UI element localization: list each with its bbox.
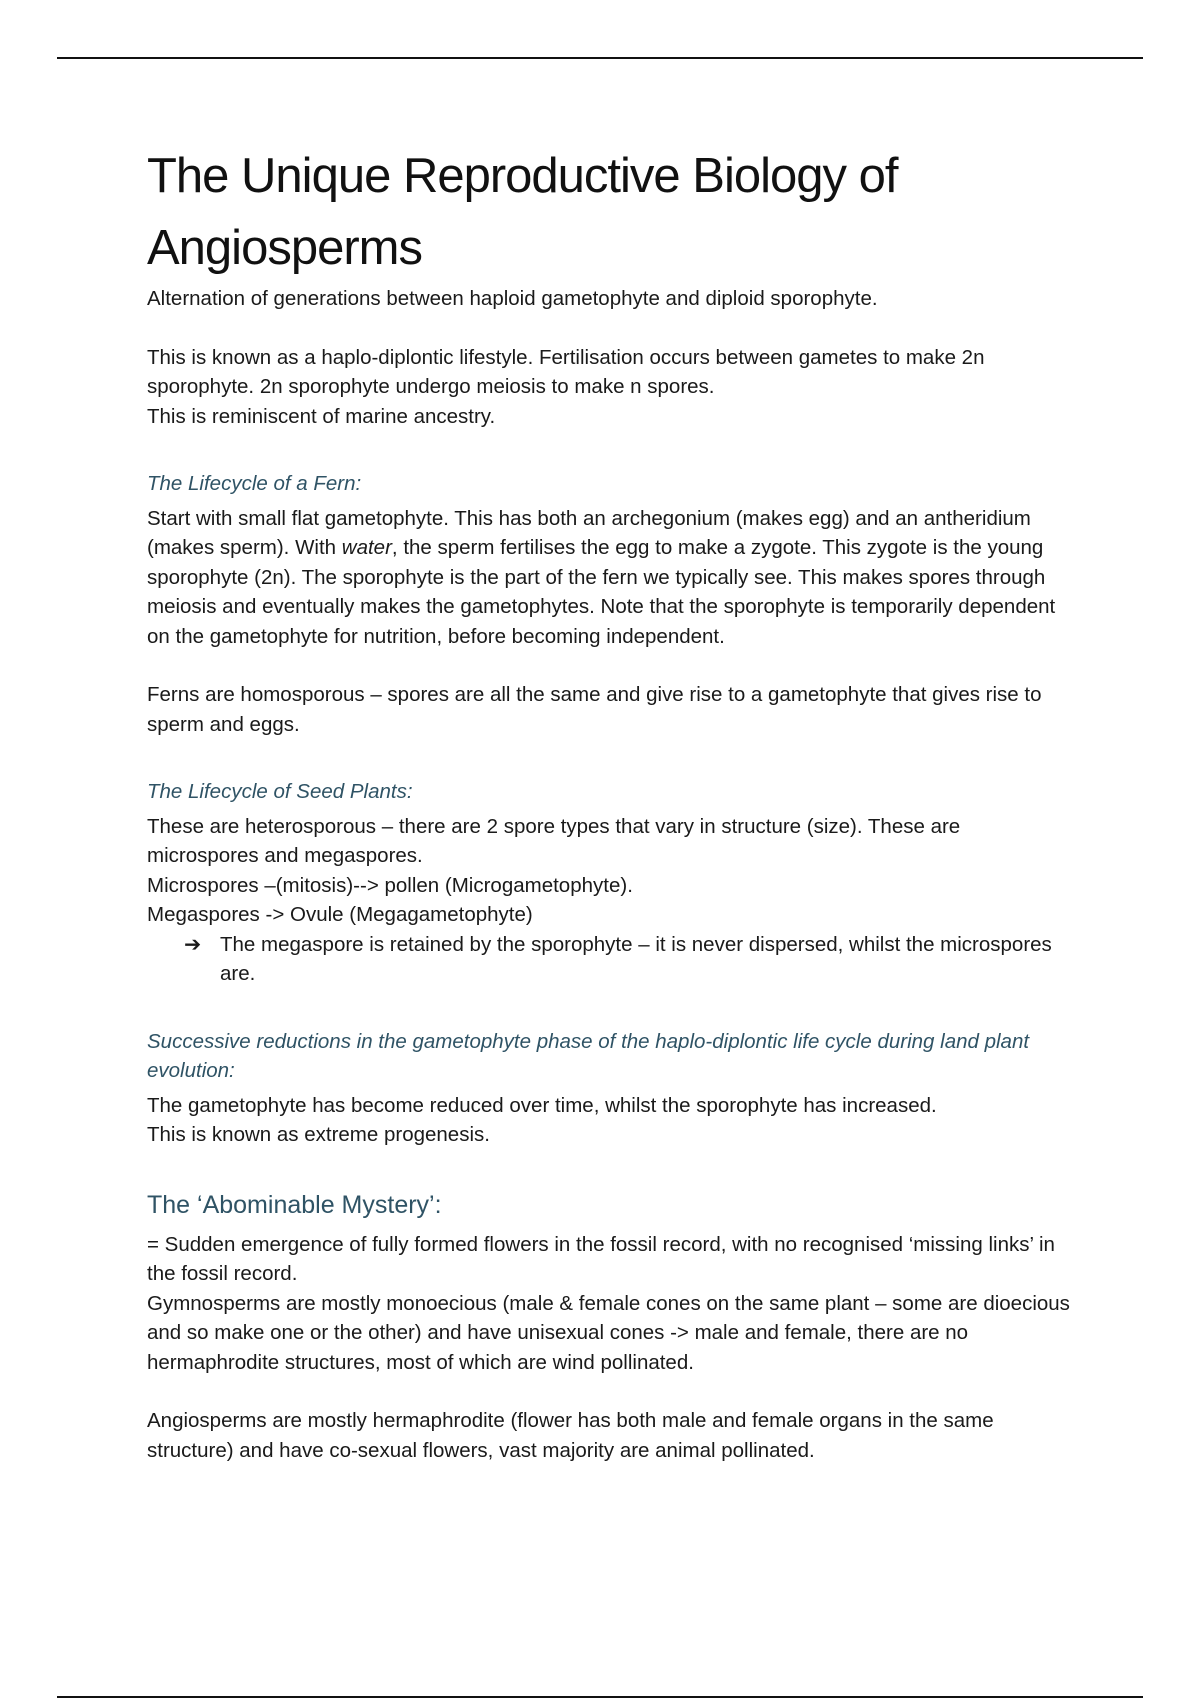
- bottom-rule: [57, 1696, 1143, 1698]
- fern-paragraph-2: Ferns are homosporous – spores are all the same and give rise to a gametophyte that gives rise to sperm and eggs.: [147, 683, 1042, 736]
- fern-p1-start: Start with small flat gametophyte. This has both an archegonium (makes egg) and an antheridium (makes sperm). With: [147, 506, 1031, 559]
- page-title: The Unique Reproductive Biology of Angiosperms: [147, 149, 898, 275]
- seed-bullet-text: The megaspore is retained by the sporophyte – it is never dispersed, whilst the microspores are.: [220, 932, 1052, 985]
- mystery-paragraph-3: Angiosperms are mostly hermaphrodite (flower has both male and female organs in the same structure) and have co-sexual flowers, vast majority are animal pollinated.: [147, 1409, 994, 1462]
- fern-heading: The Lifecycle of a Fern:: [147, 472, 362, 495]
- seed-line-3: Megaspores -> Ovule (Megagametophyte): [147, 903, 533, 926]
- mystery-paragraph-1: = Sudden emergence of fully formed flowers in the fossil record, with no recognised ‘missing links’ in the fossil record.: [147, 1232, 1055, 1285]
- arrow-bullet-icon: ➔: [184, 932, 202, 956]
- mystery-paragraph-2: Gymnosperms are mostly monoecious (male & female cones on the same plant – some are dioecious and so make one or the other) and have unisexual cones -> male and female, there are no hermaphrodite structures, most of which are wind pollinated.: [147, 1291, 1070, 1374]
- fern-p1-emphasis: water: [341, 536, 392, 559]
- reductions-line-2: This is known as extreme progenesis.: [147, 1123, 490, 1146]
- reductions-line-1: The gametophyte has become reduced over time, whilst the sporophyte has increased.: [147, 1093, 937, 1117]
- document-body: [147, 140, 1072, 1465]
- mystery-heading: The ‘Abominable Mystery’:: [147, 1190, 442, 1219]
- intro-paragraph: Alternation of generations between haploid gametophyte and diploid sporophyte.: [147, 287, 878, 310]
- seed-bullet: [147, 930, 1072, 989]
- fern-paragraph-1: [147, 504, 1072, 652]
- seed-heading: The Lifecycle of Seed Plants:: [147, 780, 413, 803]
- seed-line-2: Microspores –(mitosis)--> pollen (Microgametophyte).: [147, 873, 633, 897]
- seed-line-1: These are heterosporous – there are 2 spore types that vary in structure (size). These are microspores and megaspores.: [147, 814, 961, 867]
- top-rule: [57, 57, 1143, 59]
- haplo-paragraph-line-1: This is known as a haplo-diplontic lifestyle. Fertilisation occurs between gametes to make 2n sporophyte. 2n sporophyte undergo meiosis to make n spores.: [147, 345, 985, 398]
- haplo-paragraph-line-2: This is reminiscent of marine ancestry.: [147, 404, 496, 428]
- fern-p1-end: , the sperm fertilises the egg to make a zygote. This zygote is the young sporophyte (2n). The sporophyte is the part of the fern we typically see. This makes spores through meiosis and eventually makes the gametophytes. Note that the sporophyte is temporarily dependent on the gametophyte for nutrition, before becoming independent.: [147, 536, 1056, 648]
- reductions-heading: Successive reductions in the gametophyte phase of the haplo-diplontic life cycle during land plant evolution:: [147, 1029, 1030, 1082]
